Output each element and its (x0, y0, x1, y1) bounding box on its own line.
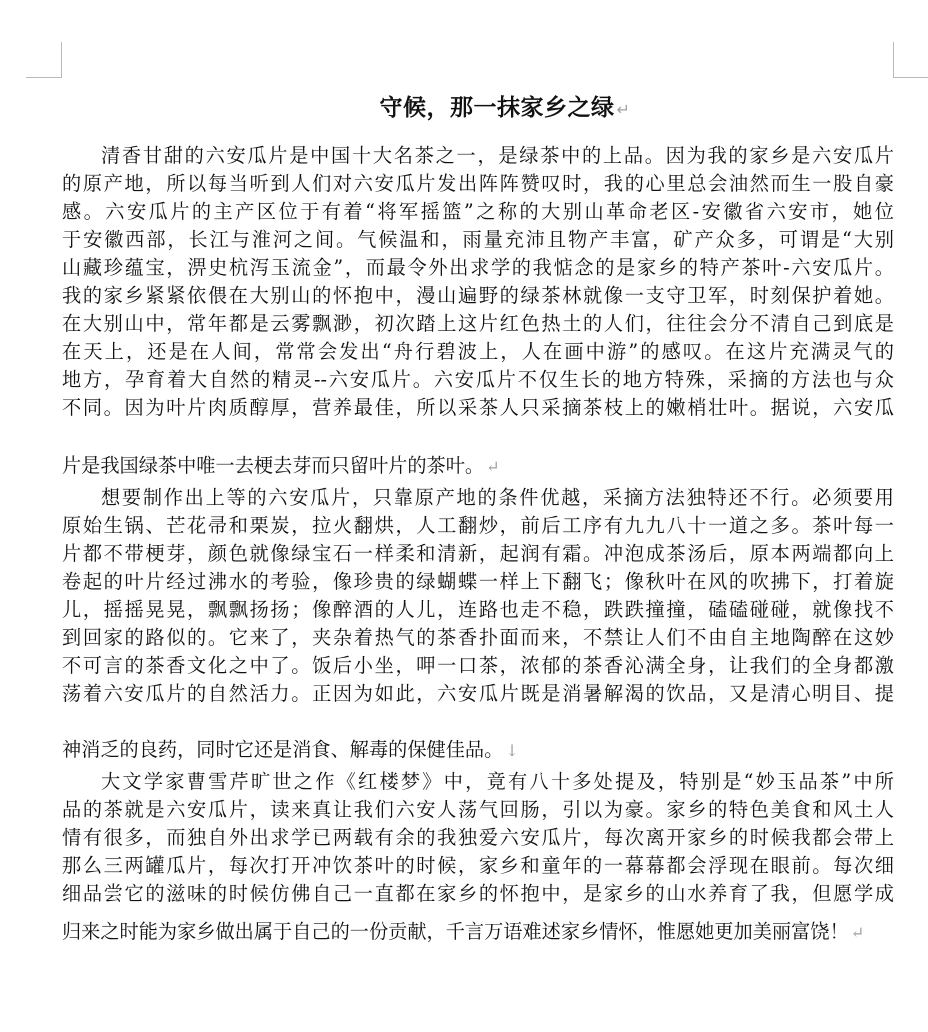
text-line: 那么三两罐瓜片，每次打开冲饮茶叶的时候，家乡和童年的一幕幕都会浮现在眼前。每次细 (62, 854, 894, 877)
crop-mark-top-left (26, 42, 62, 78)
text-line: 片都不带梗芽，颜色就像绿宝石一样柔和清新，起润有霜。冲泡成茶汤后，原本两端都向上 (62, 542, 894, 565)
text-line: 原始生锅、芒花帚和栗炭，拉火翻烘，人工翻炒，前后工序有九九八十一道之多。茶叶每一 (62, 514, 894, 537)
text-line: 卷起的叶片经过沸水的考验，像珍贵的绿蝴蝶一样上下翻飞；像秋叶在风的吹拂下，打着旋 (62, 570, 894, 593)
text-line: 山藏珍蕴宝，淠史杭泻玉流金”，而最令外出求学的我惦念的是家乡的特产茶叶-六安瓜片。 (62, 256, 894, 279)
paragraph-mark-icon: ↵ (486, 457, 500, 476)
text-line: 感。六安瓜片的主产区位于有着“将军摇篮”之称的大别山革命老区-安徽省六安市，她位 (62, 200, 894, 223)
paragraph-mark-icon: ↵ (850, 923, 865, 942)
text-line: 在天上，还是在人间，常常会发出“舟行碧波上，人在画中游”的感叹。在这片充满灵气的 (62, 340, 894, 363)
text-line-last (62, 452, 894, 481)
text-line: 在大别山中，常年都是云雾飘渺，初次踏上这片红色热土的人们，往往会分不清自己到底是 (62, 312, 894, 335)
text-line: 于安徽西部，长江与淮河之间。气候温和，雨量充沛且物产丰富，矿产众多，可谓是“大别 (62, 228, 894, 251)
text-line: 儿，摇摇晃晃，飘飘扬扬；像醉酒的人儿，连路也走不稳，跌跌撞撞，磕磕碰碰，就像找不 (62, 598, 894, 621)
text-line: 大文学家曹雪芹旷世之作《红楼梦》中，竟有八十多处提及，特别是“妙玉品茶”中所 (101, 770, 894, 793)
text-line-content: 神消乏的良药，同时它还是消食、解毒的保健佳品。 (62, 738, 504, 761)
text-line: 不可言的茶香文化之中了。饭后小坐，呷一口茶，浓郁的茶香沁满全身，让我们的全身都激 (62, 654, 894, 677)
line-break-mark-icon: ↓ (505, 741, 519, 760)
text-line: 情有很多，而独自外出求学已两载有余的我独爱六安瓜片，每次离开家乡的时候我都会带上 (62, 826, 894, 849)
text-line: 到回家的路似的。它来了，夹杂着热气的茶香扑面而来，不禁让人们不由自主地陶醉在这妙 (62, 626, 894, 649)
text-line: 地方，孕育着大自然的精灵--六安瓜片。六安瓜片不仅生长的地方特殊，采摘的方法也与众 (62, 368, 894, 391)
text-line: 清香甘甜的六安瓜片是中国十大名茶之一，是绿茶中的上品。因为我的家乡是六安瓜片 (101, 144, 894, 167)
page-title-text: 守候，那一抹家乡之绿 (379, 95, 615, 121)
text-line-content: 归来之时能为家乡做出属于自己的一份贡献，千言万语难述家乡情怀，惟愿她更加美丽富饶！ (62, 920, 849, 943)
crop-mark-top-right (893, 42, 928, 78)
text-line: 不同。因为叶片肉质醇厚，营养最佳，所以采茶人只采摘茶枝上的嫩梢壮叶。据说，六安瓜 (62, 396, 894, 419)
text-line: 的原产地，所以每当听到人们对六安瓜片发出阵阵赞叹时，我的心里总会油然而生一股自豪 (62, 172, 894, 195)
paragraph-mark-icon: ↵ (616, 100, 631, 119)
text-line: 细品尝它的滋味的时候仿佛自己一直都在家乡的怀抱中，是家乡的山水养育了我，但愿学成 (62, 882, 894, 905)
text-line: 品的茶就是六安瓜片，读来真让我们六安人荡气回肠，引以为豪。家乡的特色美食和风土人 (62, 798, 894, 821)
page-title (0, 91, 928, 127)
text-line: 想要制作出上等的六安瓜片，只靠原产地的条件优越，采摘方法独特还不行。必须要用 (101, 486, 894, 509)
text-line-last (62, 918, 894, 947)
text-line: 荡着六安瓜片的自然活力。正因为如此，六安瓜片既是消暑解渴的饮品，又是清心明目、提 (62, 682, 894, 705)
text-line: 我的家乡紧紧依偎在大别山的怀抱中，漫山遍野的绿茶林就像一支守卫军，时刻保护着她。 (62, 284, 894, 307)
text-line-last (62, 736, 894, 765)
text-line-content: 片是我国绿茶中唯一去梗去芽而只留叶片的茶叶。 (62, 454, 485, 477)
